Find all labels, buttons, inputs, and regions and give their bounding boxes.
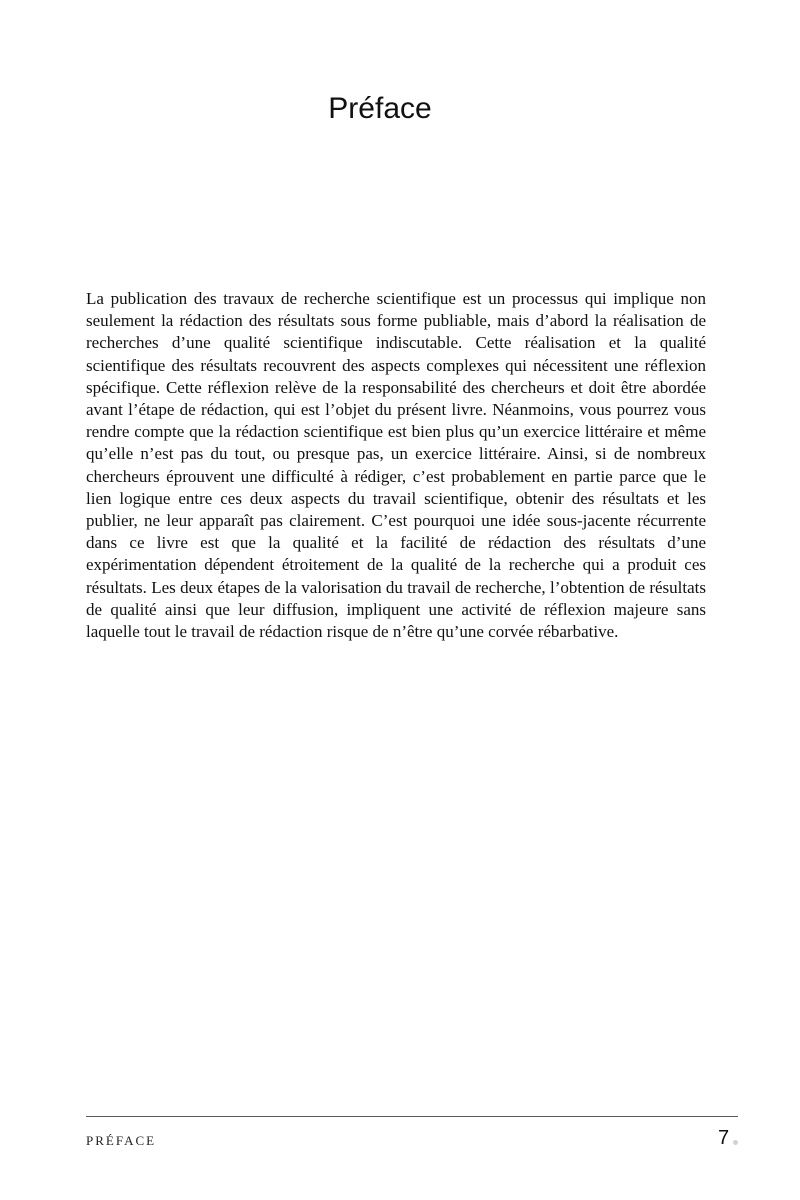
page-number: 7: [718, 1127, 730, 1149]
page-dot-icon: [733, 1140, 738, 1145]
running-footer-title: PRÉFACE: [86, 1133, 157, 1148]
page-title: Préface: [328, 92, 432, 125]
preface-paragraph: La publication des travaux de recherche scientifique est un processus qui implique non seulement la rédaction des résultats sous forme publiable, mais d’abord la réalisation de recherches d’une qualité scientifique indiscutable. Cette réalisation et la qualité scientifique des résultats recouvrent des aspects complexes qui nécessitent une réflexion spécifique. Cette réflexion relève de la responsabilité des chercheurs et doit être abordée avant l’étape de rédaction, qui est l’objet du présent livre. Néanmoins, vous pourrez vous rendre compte que la rédaction scientifique est bien plus qu’un exercice littéraire et même qu’elle n’est pas du tout, ou presque pas, un exercice littéraire. Ainsi, si de nombreux chercheurs éprouvent une difficulté à rédiger, c’est probablement en partie parce que le lien logique entre ces deux aspects du travail scientifique, obtenir des résultats et les publier, ne leur apparaît pas clairement. C’est pourquoi une idée sous-jacente récurrente dans ce livre est que la qualité et la facilité de rédaction des résultats d’une expérimentation dépendent étroitement de la qualité de la recherche qui a produit ces résultats. Les deux étapes de la valorisation du travail de recherche, l’obtention de résultats de qualité ainsi que leur diffusion, impliquent une activité de réflexion majeure sans laquelle tout le travail de rédaction risque de n’être qu’une corvée rébarbative.: [86, 289, 706, 642]
footer-divider: [86, 1116, 738, 1117]
